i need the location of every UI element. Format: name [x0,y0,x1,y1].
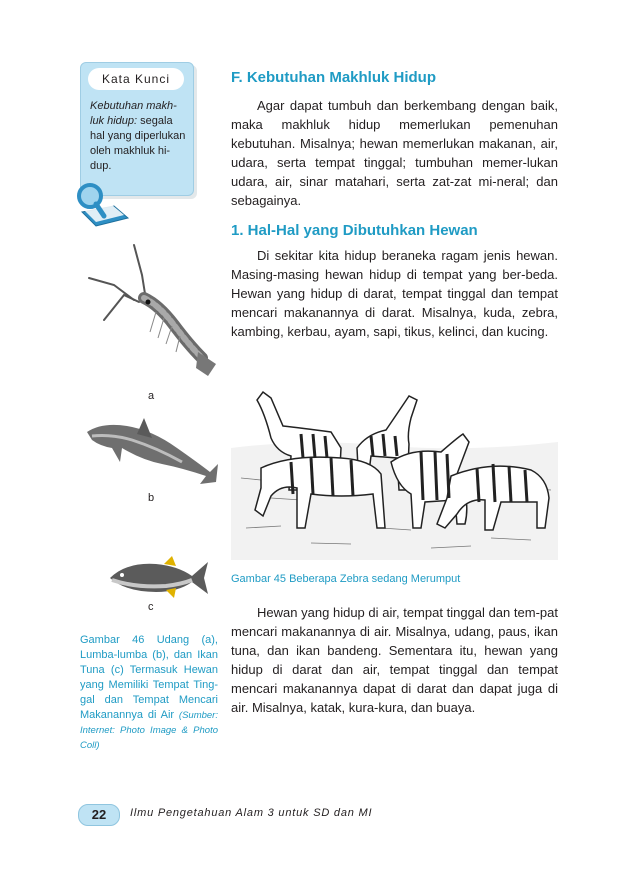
intro-paragraph-text: Agar dapat tumbuh dan berkembang dengan baik, maka makhluk hidup memerlukan pemenuhan kebutuhan. Misalnya; hewan memerlukan makanan, air, udara, serta tempat tinggal; tumbuhan memer-lukan udara, air, sinar matahari, serta zat-zat mi-neral; dan sebagainya. [231,98,558,208]
dolphin-image [82,412,222,492]
kata-kunci-term: Kebutuhan makh-luk hidup: [90,100,177,127]
tuna-label: c [148,601,154,613]
subheading-hewan: 1. Hal-Hal yang Dibutuhkan Hewan [231,222,478,239]
figure-45-caption: Gambar 45 Beberapa Zebra sedang Merumput [231,573,461,585]
page-number: 22 [78,804,120,826]
kata-kunci-title: Kata Kunci [88,68,184,90]
water-paragraph-text: Hewan yang hidup di air, tempat tinggal dan tem-pat mencari makanannya di air. Misalnya, udang, paus, ikan tuna, dan ikan bandeng. Sementara itu, hewan yang hidup di darat dan air, tempat tinggal dan tempat mencari makanannya dapat di darat dan dapat juga di air. Misalnya, katak, kura-kura, dan buaya. [231,605,558,715]
magnifier-book-icon [68,180,138,230]
water-paragraph [231,603,558,717]
tuna-image [106,554,212,600]
book-title: Ilmu Pengetahuan Alam 3 untuk SD dan MI [130,807,373,819]
shrimp-image [84,240,224,390]
shrimp-label: a [148,390,155,402]
animals-paragraph-text: Di sekitar kita hidup beraneka ragam jenis hewan. Masing-masing hewan hidup di tempat yang ber-beda. Hewan yang hidup di darat, tempat tinggal dan tempat mencari makanannya di darat. Misalnya, kuda, zebra, kambing, kerbau, ayam, sapi, tikus, kelinci, dan kucing. [231,248,558,339]
figure-46-caption-text: Gambar 46 Udang (a), Lumba-lumba (b), dan Ikan Tuna (c) Termasuk Hewan yang Memiliki Tempat Ting-gal dan Tempat Mencari Makanannya di Air [80,634,218,721]
kata-kunci-text [90,99,186,174]
figure-46-caption [80,633,218,753]
kata-kunci-definition: segala hal yang diperlukan oleh makhluk hi-dup. [90,115,186,172]
figure-46-source: (Sumber: Internet: Photo Image & Photo Coll) [80,710,218,751]
dolphin-label: b [148,492,155,504]
zebras-grazing-image [231,378,558,560]
section-heading: F. Kebutuhan Makhluk Hidup [231,69,436,86]
intro-paragraph [231,96,558,210]
animals-paragraph [231,246,558,341]
